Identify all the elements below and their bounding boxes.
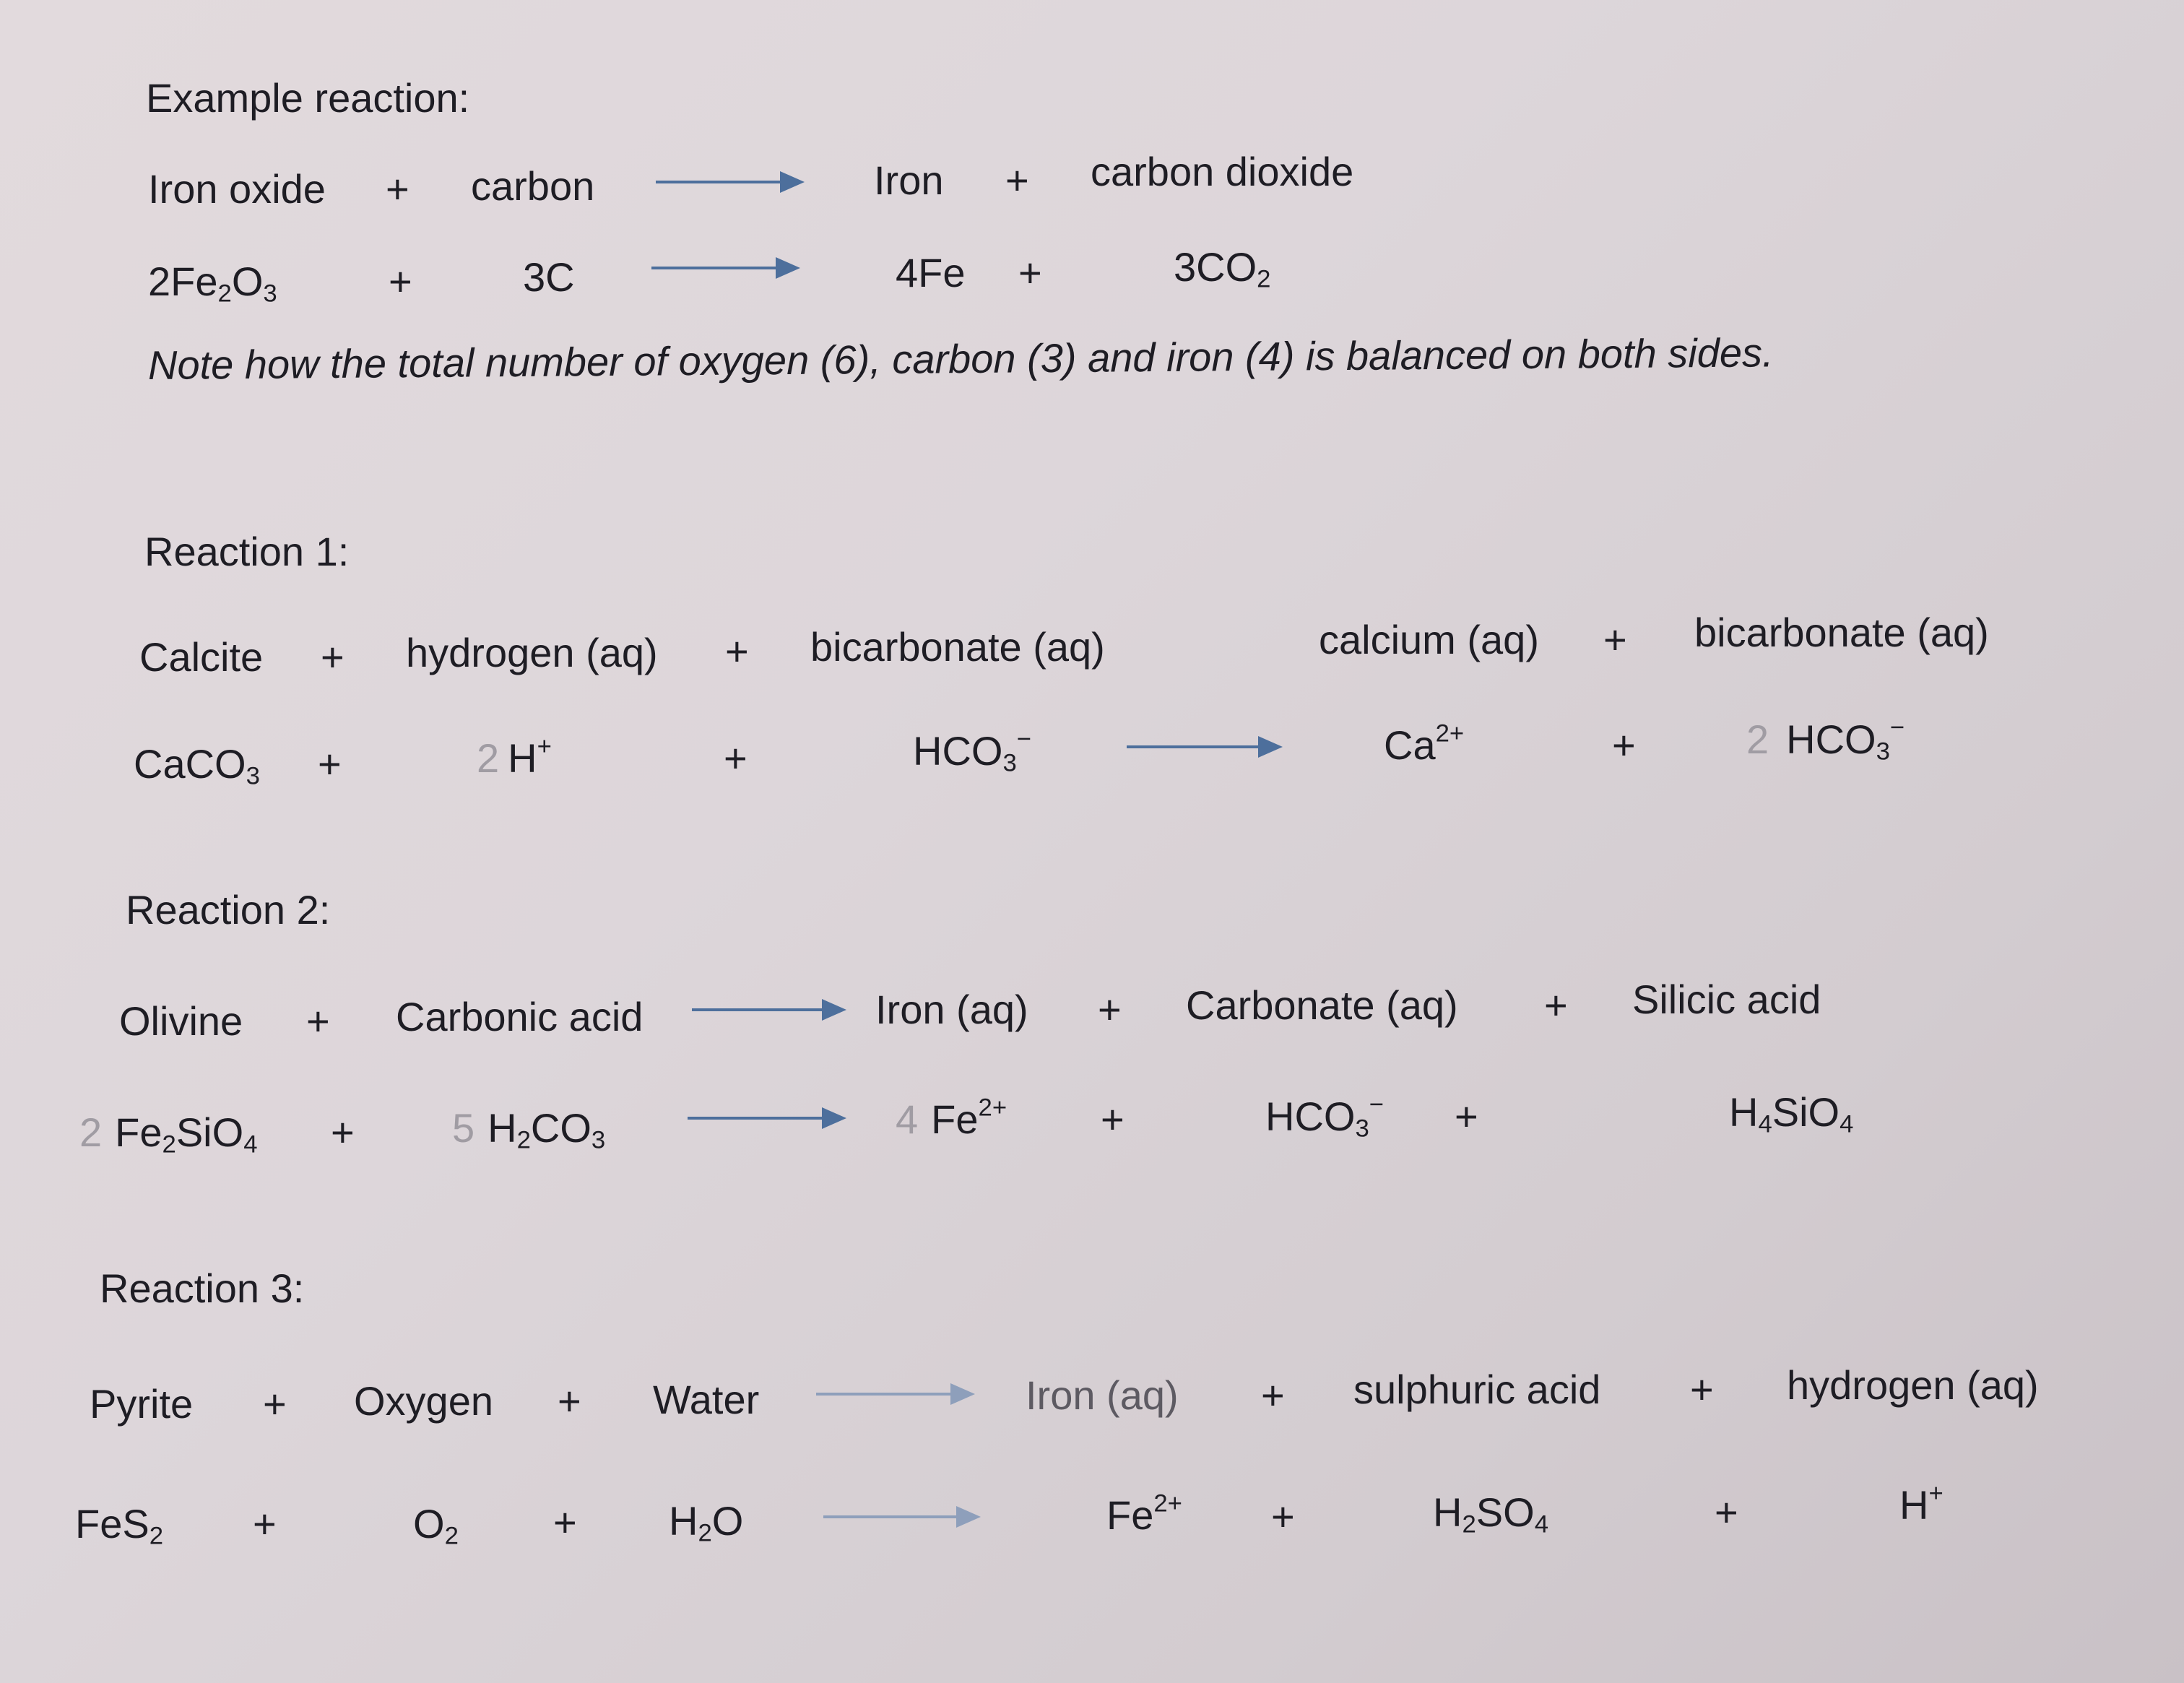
plus-sign: +	[725, 628, 749, 674]
reaction1-formula-caco3: CaCO$_3$	[134, 741, 260, 790]
reaction3-name-iron: Iron (aq)	[1026, 1372, 1179, 1418]
reaction2-name-olivine: Olivine	[119, 998, 243, 1044]
reaction2-formula-fe2plus: 4 $Fe^{2+}$	[896, 1094, 1008, 1142]
example-name-iron-oxide: Iron oxide	[148, 166, 326, 212]
reaction2-name-carbonic-acid: Carbonic acid	[396, 994, 644, 1039]
reaction1-formula-ca: $Ca^{2+}$	[1384, 719, 1465, 768]
reaction3-name-pyrite: Pyrite	[90, 1381, 194, 1427]
reaction-arrow	[823, 1515, 976, 1518]
example-note: Note how the total number of oxygen (6), carbon (3) and iron (4) is balanced on both sides.	[147, 329, 1774, 388]
reaction3-formula-h2so4: $H_2SO_4$	[1433, 1489, 1548, 1539]
plus-sign: +	[321, 634, 344, 680]
reaction3-formula-h2o: $H_2O$	[669, 1498, 744, 1547]
plus-sign: +	[1715, 1489, 1738, 1535]
example-formula-3co2: $3CO_2$	[1174, 244, 1271, 293]
plus-sign: +	[306, 998, 330, 1044]
plus-sign: +	[1544, 982, 1568, 1028]
reaction1-formula-h: 2 H+	[477, 732, 552, 781]
reaction1-formula-hco3-product: 2 $HCO_3^-$	[1746, 714, 1905, 766]
plus-sign: +	[1690, 1367, 1714, 1412]
reaction1-name-calcium: calcium (aq)	[1319, 617, 1539, 662]
plus-sign: +	[553, 1500, 577, 1545]
example-name-iron: Iron	[874, 157, 944, 203]
reaction2-formula-fe2sio4: 2 $Fe_2SiO_4$	[79, 1109, 258, 1159]
plus-sign: +	[1455, 1094, 1478, 1139]
reaction3-formula-h-plus: H+	[1899, 1479, 1944, 1528]
reaction1-name-bicarbonate-product: bicarbonate (aq)	[1694, 610, 1989, 655]
reaction1-name-hydrogen: hydrogen (aq)	[406, 630, 658, 675]
reaction-arrow	[1127, 745, 1278, 748]
reaction3-name-oxygen: Oxygen	[354, 1378, 493, 1424]
example-name-carbon-dioxide: carbon dioxide	[1091, 149, 1354, 194]
reaction3-heading: Reaction 3:	[100, 1266, 305, 1311]
reaction-arrow	[651, 267, 796, 269]
plus-sign: +	[1018, 250, 1042, 295]
reaction2-name-silicic-acid: Silicic acid	[1632, 977, 1821, 1022]
reaction2-formula-h4sio4: $H_4SiO_4$	[1729, 1089, 1854, 1138]
plus-sign: +	[1612, 722, 1636, 768]
reaction2-name-iron: Iron (aq)	[875, 987, 1028, 1032]
reaction-arrow	[816, 1393, 971, 1396]
plus-sign: +	[1005, 157, 1029, 203]
reaction3-name-sulphuric-acid: sulphuric acid	[1353, 1367, 1601, 1412]
handwritten-coefficient: 2	[477, 735, 500, 781]
example-heading: Example reaction:	[146, 75, 470, 121]
reaction-arrow	[688, 1117, 842, 1120]
plus-sign: +	[389, 259, 412, 304]
reaction1-name-calcite: Calcite	[139, 634, 264, 680]
example-formula-4fe: 4Fe	[896, 250, 966, 295]
plus-sign: +	[1271, 1494, 1295, 1539]
handwritten-coefficient: 4	[896, 1096, 919, 1142]
example-formula-3c: 3C	[523, 254, 575, 300]
plus-sign: +	[724, 735, 748, 781]
reaction-arrow	[656, 181, 800, 183]
reaction1-formula-hco3: $HCO_3^-$	[913, 725, 1032, 777]
plus-sign: +	[1261, 1372, 1285, 1418]
reaction3-name-hydrogen: hydrogen (aq)	[1787, 1362, 2039, 1408]
example-formula-fe2o3: $2Fe_2O_3$	[148, 259, 277, 308]
handwritten-coefficient: 2	[79, 1109, 103, 1155]
example-name-carbon: carbon	[471, 163, 595, 209]
plus-sign: +	[1098, 987, 1122, 1032]
plus-sign: +	[1603, 617, 1627, 662]
handwritten-coefficient: 2	[1746, 717, 1769, 762]
plus-sign: +	[318, 741, 342, 787]
reaction1-name-bicarbonate: bicarbonate (aq)	[810, 624, 1105, 670]
plus-sign: +	[1101, 1096, 1124, 1142]
plus-sign: +	[386, 166, 410, 212]
reaction3-formula-fes2: FeS$_2$	[75, 1501, 164, 1550]
plus-sign: +	[331, 1109, 355, 1155]
plus-sign: +	[263, 1381, 287, 1427]
reaction3-formula-fe2plus: $Fe^{2+}$	[1106, 1489, 1182, 1538]
reaction2-name-carbonate: Carbonate (aq)	[1186, 982, 1458, 1028]
reaction1-heading: Reaction 1:	[144, 529, 350, 574]
reaction2-formula-h2co3: 5 $H_2CO_3$	[452, 1105, 606, 1154]
handwritten-coefficient: 5	[452, 1105, 475, 1151]
reaction3-formula-o2: $O_2$	[413, 1501, 459, 1550]
plus-sign: +	[253, 1501, 277, 1546]
reaction3-name-water: Water	[653, 1377, 760, 1422]
reaction-arrow	[692, 1008, 842, 1011]
reaction2-formula-hco3: $HCO_3^-$	[1265, 1091, 1384, 1143]
reaction2-heading: Reaction 2:	[126, 887, 331, 933]
plus-sign: +	[558, 1378, 581, 1424]
